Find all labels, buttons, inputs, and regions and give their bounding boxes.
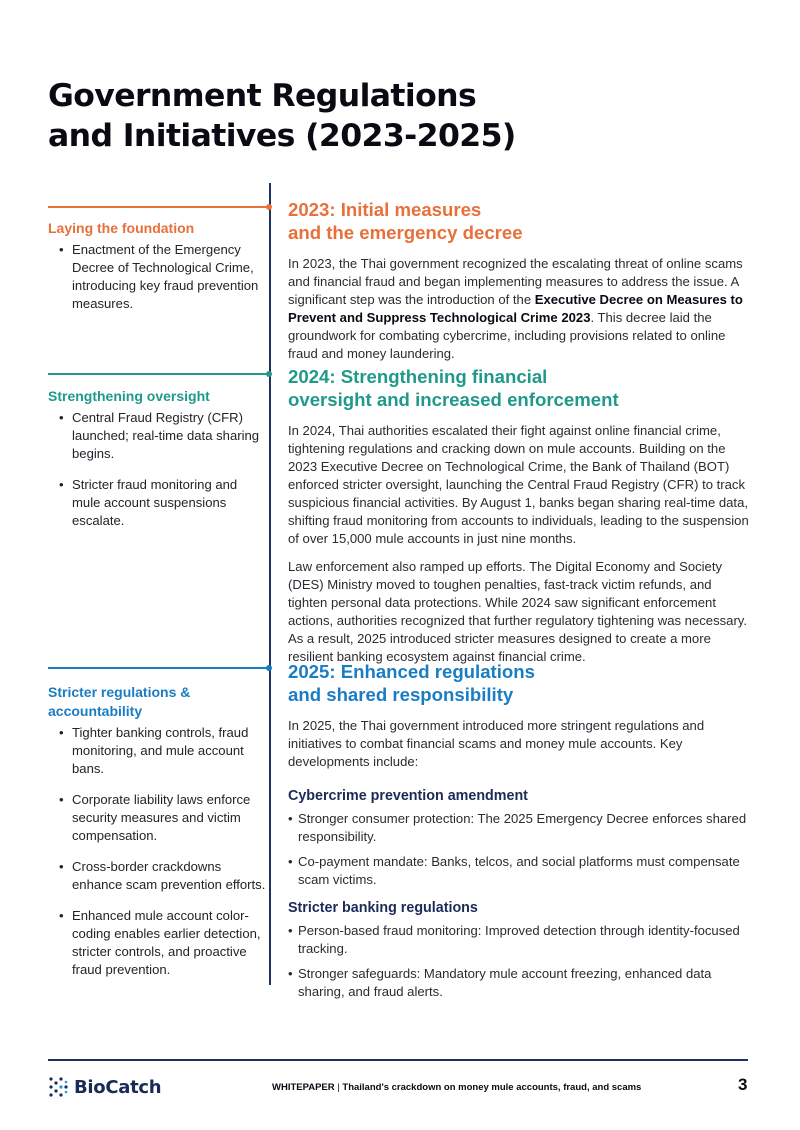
section-paragraph: Law enforcement also ramped up efforts. The Digital Economy and Society (DES) Ministry moved to toughen penalties, fast-track victim refunds, and tighten personal data protections. While 2024 saw significant enforcement actions, authorities recognized that further regulatory tightening was necessary. As a result, 2025 introduced stricter measures designed to create a more resilient banking ecosystem against financial crime. bbox=[288, 559, 748, 664]
footer-separator: | bbox=[334, 1082, 343, 1093]
section-2024 bbox=[288, 365, 750, 676]
section-paragraph: In 2025, the Thai government introduced more stringent regulations and initiatives to combat financial scams and money mule accounts. Key developments include: bbox=[288, 718, 705, 769]
timeline-connector-2024 bbox=[48, 373, 269, 375]
left-bullet: • Corporate liability laws enforce security measures and victim compensation. bbox=[72, 791, 268, 845]
timeline-connector-2025 bbox=[48, 667, 269, 669]
subsection-heading: Cybercrime prevention amendment bbox=[288, 788, 528, 804]
page-title-line-1: Government Regulations bbox=[48, 78, 477, 114]
section-heading bbox=[288, 365, 750, 411]
page-number: 3 bbox=[738, 1075, 748, 1094]
subsection-bullet-list bbox=[288, 922, 750, 1001]
paragraph-text: . This decree laid the groundwork for combating cybercrime, including provisions related to online fraud and money laundering. bbox=[288, 310, 726, 361]
section-2023 bbox=[288, 198, 750, 373]
section-2025 bbox=[288, 660, 750, 1011]
paragraph-text: In 2023, the Thai government recognized the escalating threat of online scams and financial fraud and began implementing measures to address the issue. A significant step was the introduction of the bbox=[288, 256, 743, 307]
logo-text: BioCatch bbox=[74, 1076, 162, 1098]
footer-divider bbox=[48, 1059, 748, 1061]
page-title-line-2: and Initiatives (2023-2025) bbox=[48, 118, 516, 154]
left-bullet: • Enactment of the Emergency Decree of Technological Crime, introducing key fraud prevention measures. bbox=[72, 241, 268, 313]
subsection-bullet-list bbox=[288, 810, 750, 889]
left-bullet: • Cross-border crackdowns enhance scam prevention efforts. bbox=[72, 858, 268, 894]
timeline-dot-2024 bbox=[266, 371, 272, 377]
section-heading-line-1: 2024: Strengthening financial bbox=[288, 366, 548, 387]
section-paragraph: In 2024, Thai authorities escalated their fight against online financial crime, tightening regulations and cracking down on mule accounts. Building on the 2023 Executive Decree on Technological Crime, the Bank of Thailand (BOT) enforced stricter oversight, launching the Central Fraud Registry (CFR) to track suspicious financial activities. By August 1, banks began sharing real-time data, shifting fraud monitoring from accounts to individuals, leading to the suspension of over 15,000 mule accounts in just nine months. bbox=[288, 423, 749, 546]
biocatch-logo bbox=[48, 1076, 161, 1098]
left-bullet: • Stricter fraud monitoring and mule account suspensions escalate. bbox=[72, 476, 268, 530]
left-bullet-list bbox=[48, 409, 268, 530]
footer-label bbox=[272, 1082, 641, 1094]
left-heading: Stricter regulations & accountability bbox=[48, 684, 191, 719]
section-heading-line-2: oversight and increased enforcement bbox=[288, 389, 619, 410]
timeline-dot-2023 bbox=[266, 204, 272, 210]
left-bullet: • Central Fraud Registry (CFR) launched; real-time data sharing begins. bbox=[72, 409, 268, 463]
section-heading-line-2: and the emergency decree bbox=[288, 222, 523, 243]
subsection-heading: Stricter banking regulations bbox=[288, 900, 478, 916]
left-summary-2024 bbox=[48, 387, 268, 543]
footer-doc-type: WHITEPAPER bbox=[272, 1082, 335, 1093]
section-heading bbox=[288, 198, 750, 244]
footer-subtitle: Thailand's crackdown on money mule accounts, fraud, and scams bbox=[342, 1082, 642, 1093]
timeline-connector-2023 bbox=[48, 206, 269, 208]
subsection-bullet: • Person-based fraud monitoring: Improved detection through identity-focused tracking. bbox=[298, 922, 750, 958]
page-title bbox=[48, 76, 648, 156]
timeline-dot-2025 bbox=[266, 665, 272, 671]
section-heading bbox=[288, 660, 750, 706]
subsection-bullet: • Co-payment mandate: Banks, telcos, and social platforms must compensate scam victims. bbox=[298, 853, 750, 889]
left-summary-2025 bbox=[48, 683, 268, 992]
subsection-bullet: • Stronger consumer protection: The 2025 Emergency Decree enforces shared responsibility. bbox=[298, 810, 750, 846]
section-heading-line-2: and shared responsibility bbox=[288, 684, 514, 705]
subsection-bullet: • Stronger safeguards: Mandatory mule account freezing, enhanced data sharing, and fraud alerts. bbox=[298, 965, 750, 1001]
timeline-vertical-line bbox=[269, 183, 271, 985]
section-paragraph bbox=[288, 255, 750, 363]
left-summary-2023 bbox=[48, 219, 268, 326]
biocatch-logo-icon bbox=[48, 1076, 70, 1098]
section-heading-line-1: 2025: Enhanced regulations bbox=[288, 661, 535, 682]
left-bullet: • Tighter banking controls, fraud monitoring, and mule account bans. bbox=[72, 724, 268, 778]
left-bullet: • Enhanced mule account color-coding enables earlier detection, stricter controls, and proactive fraud prevention. bbox=[72, 907, 268, 979]
left-heading: Laying the foundation bbox=[48, 220, 195, 236]
left-bullet-list bbox=[48, 724, 268, 979]
section-heading-line-1: 2023: Initial measures bbox=[288, 199, 482, 220]
left-bullet-list bbox=[48, 241, 268, 313]
left-heading: Strengthening oversight bbox=[48, 388, 210, 404]
decree-name: Executive Decree on Measures to Prevent and Suppress Technological Crime 2023 bbox=[288, 292, 743, 325]
